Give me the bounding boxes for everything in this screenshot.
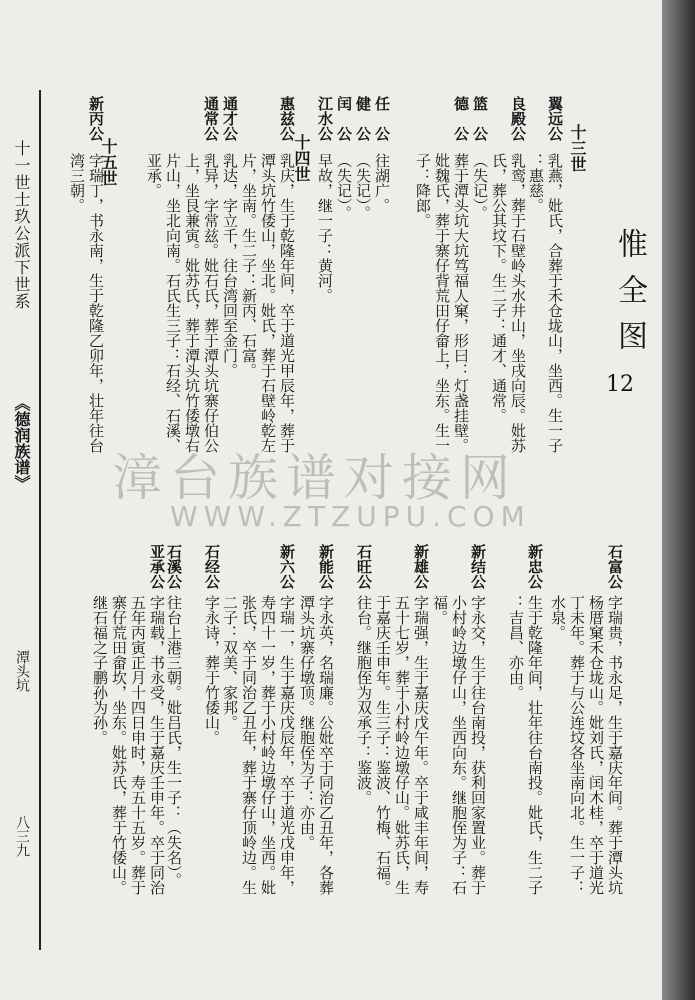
place-name: 潭头坑 xyxy=(14,650,30,692)
person-name: 闰 公 xyxy=(335,96,353,141)
entry-text-line: 二子：双美、家邦。 xyxy=(221,595,239,730)
entry-text-line: 五年丙寅正月十四日申时，寿五十五岁。葬于 xyxy=(129,595,147,895)
entry-text-line: 乳达，字立千，往台湾回至金门。 xyxy=(221,153,239,378)
watermark-url: WWW.ZTZUPU.COM xyxy=(170,500,531,533)
entry-text-line: 继石福之子鹏孙为孙。 xyxy=(91,595,109,745)
entry-text-line: 乳鸾，葬于石壁岭头水井山，坐戌向辰。妣苏 xyxy=(509,153,527,453)
person-name: 石溪公 xyxy=(165,544,183,589)
person-name: 翼远公 xyxy=(546,96,564,141)
person-name: 新六公 xyxy=(278,544,296,589)
entry-text-line: 福。 xyxy=(431,595,449,625)
entry-text-line: 妣魏氏，葬于寨仔背荒田仔畲上，坐东。生一 xyxy=(433,153,451,453)
entry-text-line: 寨仔荒田畲坎，坐东。妣苏氏，葬于竹倭山。 xyxy=(110,595,128,895)
entry-text-line: 上，坐艮兼寅。妣苏氏，葬于潭头坑竹倭墩右 xyxy=(183,153,201,453)
entry-text-line: 字瑞贵，书永足，生于嘉庆年间。葬于潭头坑 xyxy=(606,595,624,895)
entry-text-line: （失记）。 xyxy=(335,153,353,221)
book-spine-edge xyxy=(662,0,695,1000)
entry-text-line: 乳庆，生于乾隆年间，卒于道光甲辰年，葬于 xyxy=(278,153,296,453)
entry-text-line: 寿四十一岁，葬于小村岭边墩仔山，坐西。妣 xyxy=(259,595,277,895)
person-name: 石旺公 xyxy=(355,544,373,589)
person-name: 江水公 xyxy=(316,96,334,141)
entry-text-line: 湾三朝。 xyxy=(68,153,86,213)
entry-text-line: 往台上港三朝。妣吕氏，生一子：（失名）。 xyxy=(165,595,183,888)
person-name: 通常公 xyxy=(202,96,220,141)
entry-text-line: 氏，葬公其坟下。生二子：通才、通常。 xyxy=(490,153,508,423)
entry-text-line: （失记）。 xyxy=(471,153,489,221)
entry-text-line: 片，坐南。生二子：新丙、石富。 xyxy=(240,153,258,378)
margin-rule xyxy=(39,90,41,950)
person-name: 健 公 xyxy=(354,96,372,141)
generation-13: 十三世 xyxy=(568,124,587,172)
entry-text-line: 字瑞一，生于嘉庆戊辰年，卒于道光戊申年， xyxy=(278,595,296,895)
watermark-chinese: 漳台族谱对接网 xyxy=(112,449,518,507)
person-name: 良殿公 xyxy=(509,96,527,141)
entry-text-line: 字瑞载，书永受，生于嘉庆壬申年。卒于同治 xyxy=(148,595,166,895)
entry-text-line: 五十七岁，葬于小村岭边墩仔山。妣苏氏，生 xyxy=(393,595,411,895)
person-name: 新雄公 xyxy=(412,544,430,589)
entry-text-line: 亚承。 xyxy=(145,153,163,198)
person-name: 新结公 xyxy=(469,544,487,589)
person-name: 篮 公 xyxy=(471,96,489,141)
book-title: 《德润族谱》 xyxy=(12,395,31,491)
entry-text-line: 往台。继胞侄为双承子：鉴波。 xyxy=(355,595,373,805)
chart-title: 惟全图 xyxy=(612,228,647,366)
entry-text-line: 乳异，字常兹。妣石氏，葬于潭头坑寨仔伯公 xyxy=(202,153,220,453)
page-number: 八三九 xyxy=(14,815,30,857)
entry-text-line: 张氏，卒于同治乙丑年，葬于寨仔顶岭边。生 xyxy=(240,595,258,895)
entry-text-line: 片山，坐北向南。石氏生三子：石经、石溪、 xyxy=(164,153,182,453)
entry-text-line: 生于乾隆年间，壮年往台南投。妣氏，生二子 xyxy=(526,595,544,895)
entry-text-line: ：惠慈。 xyxy=(527,153,545,213)
entry-text-line: 早故，继一子：黄河。 xyxy=(316,153,334,303)
entry-text-line: 丁未年。葬于与公连坟各坐南向北。生一子： xyxy=(568,595,586,895)
person-name: 石经公 xyxy=(203,544,221,589)
entry-text-line: 字永诗，葬于竹倭山。 xyxy=(203,595,221,745)
entry-text-line: 于嘉庆壬申年。生三子：鉴波、竹梅、石福。 xyxy=(374,595,392,895)
chart-number: 12 xyxy=(606,372,634,397)
branch-title: 十一世士玖公派下世系 xyxy=(12,140,31,310)
entry-text-line: 字瑞强，生于嘉庆戊午年。卒于咸丰年间，寿 xyxy=(412,595,430,895)
generation-14: 十四世 xyxy=(292,134,311,182)
person-name: 新丙公 xyxy=(87,96,105,141)
entry-text-line: 字永交，生于往台南投，获利回家置业。葬于 xyxy=(469,595,487,895)
person-name: 任 公 xyxy=(373,96,391,141)
entry-text-line: 乳燕，妣氏，合葬于禾仓垅山，坐西。生一子 xyxy=(546,153,564,453)
entry-text-line: ：吉昌、亦由。 xyxy=(507,595,525,700)
entry-text-line: 葬于潭头坑大坑笃福人窠，形曰：灯盏挂壁。 xyxy=(452,153,470,453)
entry-text-line: 小村岭边墩仔山，坐西向东。继胞侄为子：石 xyxy=(450,595,468,895)
person-name: 通才公 xyxy=(221,96,239,141)
generation-15: 十五世 xyxy=(99,138,118,186)
entry-text-line: 字永英，名瑞廉。公妣卒于同治乙丑年，各葬 xyxy=(317,595,335,895)
entry-text-line: 往湖广。 xyxy=(373,153,391,213)
entry-text-line: 潭头坑竹倭山，坐北。妣氏，葬于石壁岭乾左 xyxy=(259,153,277,453)
entry-text-line: 字瑞丁，书永南，生于乾隆乙卯年，壮年往台 xyxy=(87,153,105,453)
person-name: 亚承公 xyxy=(148,544,166,589)
entry-text-line: 水泉。 xyxy=(549,595,567,640)
entry-text-line: 潭头坑寨仔墩顶。继胞侄为子：亦由。 xyxy=(298,595,316,850)
person-name: 新能公 xyxy=(317,544,335,589)
person-name: 德 公 xyxy=(452,96,470,141)
entry-text-line: （失记）。 xyxy=(354,153,372,221)
person-name: 石富公 xyxy=(606,544,624,589)
entry-text-line: 杨厝窠禾仓垅山。妣刘氏，闰木桂，卒于道光 xyxy=(587,595,605,895)
entry-text-line: 子：降郎。 xyxy=(414,153,432,228)
person-name: 惠兹公 xyxy=(278,96,296,141)
person-name: 新忠公 xyxy=(526,544,544,589)
